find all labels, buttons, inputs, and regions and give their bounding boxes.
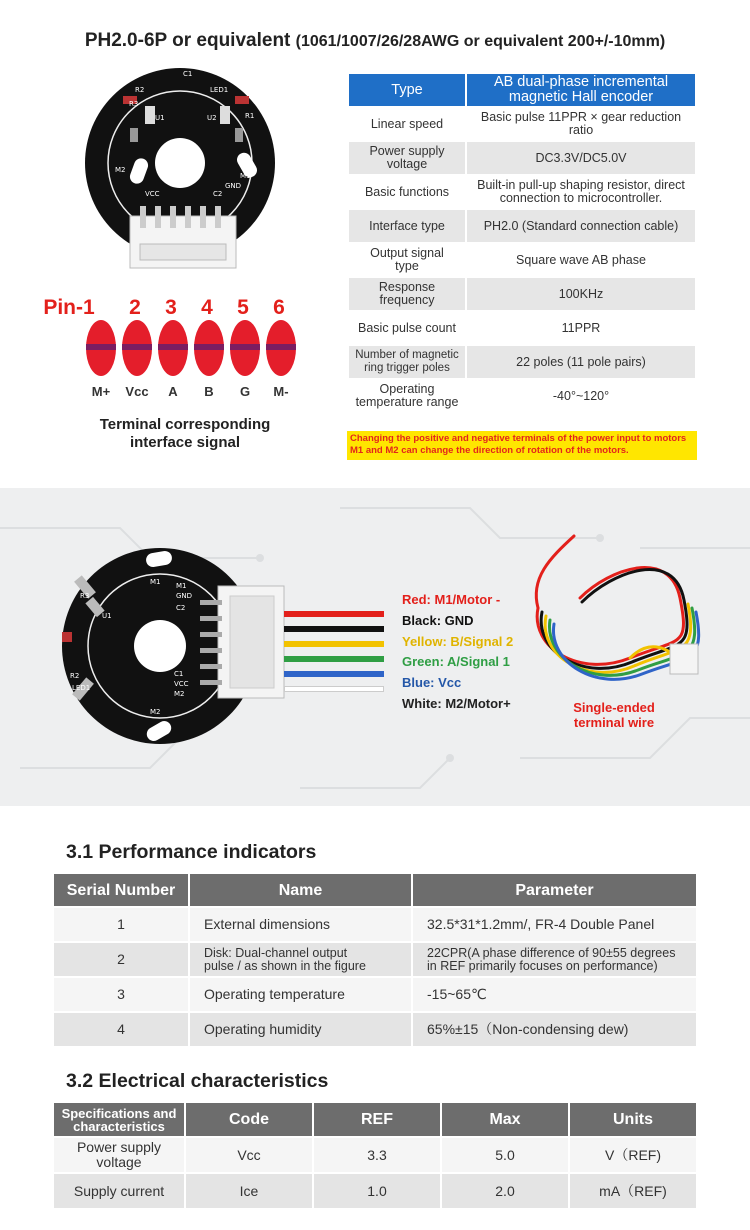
spec-row: [349, 380, 695, 412]
pin-6-contact: [266, 320, 296, 376]
encoder-board-with-connector: [50, 538, 310, 758]
silk-vcc: VCC: [174, 680, 189, 688]
wire-label-yellow: Yellow: B/Signal 2: [402, 634, 514, 649]
wire-label-green: Green: A/Signal 1: [402, 654, 510, 669]
pin-4-number: 4: [201, 296, 213, 319]
pin-caption-line2: interface signal: [129, 434, 241, 451]
performance-section-title: 3.1 Performance indicators: [66, 841, 317, 863]
perf-parameter: 65%±15（Non-condensing dew): [413, 1013, 696, 1046]
spec-key: Basic functions: [349, 176, 465, 208]
silk-m2-pad: M2: [174, 690, 185, 698]
wire-blue: [284, 671, 384, 677]
perf-header-parameter: Parameter: [413, 874, 696, 906]
wire-label-blue: Blue: Vcc: [402, 675, 462, 690]
title-main: PH2.0-6P or equivalent: [84, 30, 291, 51]
perf-header-name: Name: [190, 874, 411, 906]
silk-r2: R2: [70, 672, 80, 680]
silk-m1: M1: [240, 172, 251, 180]
harness-callout: Single-ended terminal wire: [573, 700, 655, 730]
wire-white: [284, 686, 384, 692]
perf-parameter: -15~65℃: [413, 978, 696, 1011]
spec-header-value: AB dual-phase incremental magnetic Hall encoder: [467, 74, 695, 106]
motor-direction-note: Changing the positive and negative terminals of the power input to motors M1 and M2 can change the direction of rotation of the motors.: [347, 431, 697, 460]
spec-value: DC3.3V/DC5.0V: [467, 142, 695, 174]
silk-c2: C2: [213, 190, 223, 198]
perf-name: External dimensions: [190, 908, 411, 941]
pin-6-number: 6: [273, 296, 285, 319]
pin-2-signal: Vcc: [125, 384, 149, 399]
spec-value: PH2.0 (Standard connection cable): [467, 210, 695, 242]
elec-units: mA（REF): [570, 1174, 696, 1208]
electrical-table: [52, 1101, 698, 1210]
perf-name: Disk: Dual-channel output pulse / as shown in the figure: [190, 943, 411, 976]
pin-1-contact: [86, 320, 116, 376]
silk-m2: M2: [115, 166, 126, 174]
silk-m1: M1: [150, 578, 161, 586]
spec-key: Linear speed: [349, 108, 465, 140]
wire-green: [284, 656, 384, 662]
table-row: [54, 978, 696, 1011]
pin-2-contact: [122, 320, 152, 376]
pin-5-number: 5: [237, 296, 249, 319]
perf-name: Operating temperature: [190, 978, 411, 1011]
elec-code: Vcc: [186, 1138, 312, 1172]
table-row: [54, 943, 696, 976]
wire-label-white: White: M2/Motor+: [402, 696, 511, 711]
perf-serial: 3: [54, 978, 188, 1011]
wiring-section: [0, 488, 750, 806]
pin-6-signal: M-: [273, 384, 289, 399]
performance-table: [52, 872, 698, 1048]
silk-r2: R2: [135, 86, 145, 94]
silk-c2: C2: [176, 604, 186, 612]
perf-name: Operating humidity: [190, 1013, 411, 1046]
pin-3-number: 3: [165, 296, 177, 319]
spec-value: -40°~120°: [467, 380, 695, 412]
spec-key: Power supply voltage: [349, 142, 465, 174]
spec-table: [347, 72, 697, 414]
silk-m2: M2: [150, 708, 161, 716]
spec-row: [349, 142, 695, 174]
perf-header-serial: Serial Number: [54, 874, 188, 906]
title-cable-spec: (1061/1007/26/28AWG or equivalent 200+/-10mm): [295, 33, 666, 50]
elec-units: V（REF): [570, 1138, 696, 1172]
spec-key: Operating temperature range: [349, 380, 465, 412]
spec-header-key: Type: [349, 74, 465, 106]
wire-black: [284, 626, 384, 632]
spec-value: Built-in pull-up shaping resistor, direct connection to microcontroller.: [467, 176, 695, 208]
perf-serial: 2: [54, 943, 188, 976]
elec-code: Ice: [186, 1174, 312, 1208]
pin-4-contact: [194, 320, 224, 376]
table-row: [54, 1013, 696, 1046]
silk-c1: C1: [183, 70, 193, 78]
pin-5-signal: G: [239, 384, 251, 399]
pin-1-signal: M+: [91, 384, 111, 399]
silk-u1: U1: [102, 612, 112, 620]
spec-key: Number of magnetic ring trigger poles: [349, 346, 465, 378]
spec-row: [349, 244, 695, 276]
elec-header-ref: REF: [314, 1103, 440, 1136]
elec-header-code: Code: [186, 1103, 312, 1136]
pin-caption-line1: Terminal corresponding: [99, 416, 271, 433]
perf-parameter: 22CPR(A phase difference of 90±55 degrees in REF primarily focuses on performance): [413, 943, 696, 976]
spec-value: 100KHz: [467, 278, 695, 310]
spec-value: 22 poles (11 pole pairs): [467, 346, 695, 378]
silk-c1: C1: [174, 670, 184, 678]
silk-r3: R3: [80, 592, 90, 600]
elec-spec: Power supply voltage: [54, 1138, 184, 1172]
silk-vcc: VCC: [145, 190, 160, 198]
pin-1-number: Pin-1: [43, 296, 95, 319]
spec-row: [349, 346, 695, 378]
spec-row: [349, 210, 695, 242]
elec-ref: 1.0: [314, 1174, 440, 1208]
elec-spec: Supply current: [54, 1174, 184, 1208]
silk-r3: R3: [129, 100, 139, 108]
perf-serial: 1: [54, 908, 188, 941]
perf-serial: 4: [54, 1013, 188, 1046]
silk-r1: R1: [245, 112, 255, 120]
silk-u1-left: U1: [155, 114, 165, 122]
silk-led1: LED1: [210, 86, 229, 94]
spec-key: Interface type: [349, 210, 465, 242]
wire-harness-image: [520, 528, 720, 698]
pin-5-contact: [230, 320, 260, 376]
silk-u2: U2: [207, 114, 217, 122]
silk-m1-pad: M1: [176, 582, 187, 590]
wire-red: [284, 611, 384, 617]
silk-gnd: GND: [176, 592, 193, 600]
elec-max: 2.0: [442, 1174, 568, 1208]
pin-4-signal: B: [204, 384, 214, 399]
pin-3-signal: A: [168, 384, 178, 399]
elec-ref: 3.3: [314, 1138, 440, 1172]
spec-value: Square wave AB phase: [467, 244, 695, 276]
wire-label-red: Red: M1/Motor -: [402, 592, 501, 607]
pin-2-number: 2: [129, 296, 141, 319]
pin-3-contact: [158, 320, 188, 376]
encoder-board-top-view: [85, 66, 285, 276]
spec-row: [349, 176, 695, 208]
wire-label-black: Black: GND: [402, 613, 474, 628]
elec-header-spec: Specifications and characteristics: [54, 1103, 184, 1136]
elec-header-max: Max: [442, 1103, 568, 1136]
spec-row: [349, 312, 695, 344]
table-row: [54, 1174, 696, 1208]
wire-yellow: [284, 641, 384, 647]
spec-row: [349, 108, 695, 140]
spec-key: Output signal type: [349, 244, 465, 276]
spec-row: [349, 278, 695, 310]
pin-caption: [70, 416, 300, 452]
electrical-section-title: 3.2 Electrical characteristics: [66, 1070, 329, 1092]
table-row: [54, 1138, 696, 1172]
perf-parameter: 32.5*31*1.2mm/, FR-4 Double Panel: [413, 908, 696, 941]
spec-key: Response frequency: [349, 278, 465, 310]
silk-gnd: GND: [225, 182, 242, 190]
spec-value: 11PPR: [467, 312, 695, 344]
elec-header-units: Units: [570, 1103, 696, 1136]
page-title: [0, 30, 750, 52]
elec-max: 5.0: [442, 1138, 568, 1172]
spec-value: Basic pulse 11PPR × gear reduction ratio: [467, 108, 695, 140]
silk-led1: LED1: [72, 684, 91, 692]
spec-key: Basic pulse count: [349, 312, 465, 344]
table-row: [54, 908, 696, 941]
